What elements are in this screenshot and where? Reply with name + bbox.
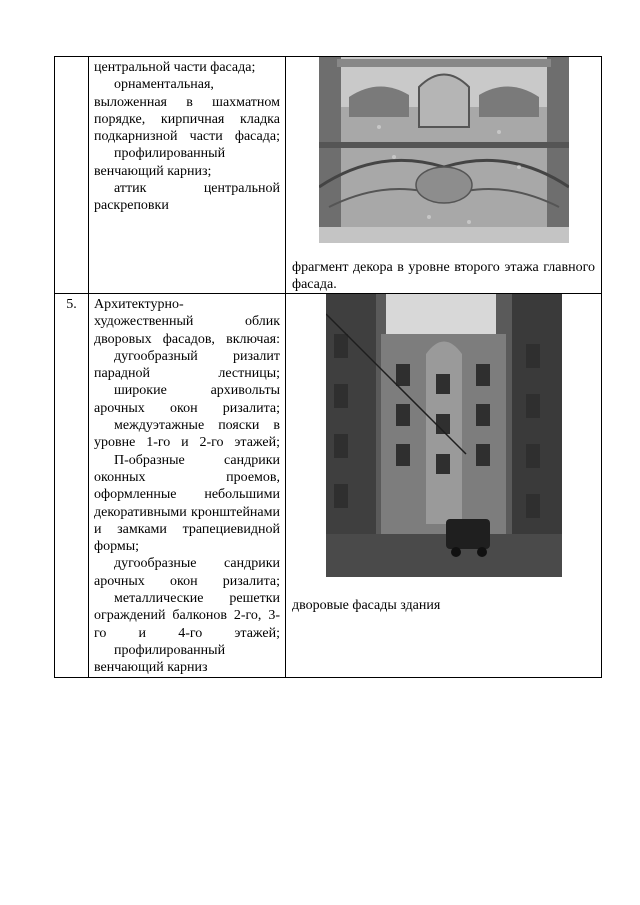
monument-features-table [54, 56, 602, 678]
table-row [55, 294, 602, 678]
row-number: 5. [55, 294, 89, 678]
table-row [55, 57, 602, 294]
facade-decor-photo-icon [319, 57, 569, 243]
photo-caption: дворовые фасады здания [292, 598, 441, 613]
row-photo-cell [286, 57, 602, 294]
description-line: профилированный венчающий карниз; [94, 146, 226, 179]
photo-caption: фрагмент декора в уровне второго этажа главного фасада. [292, 260, 595, 292]
description-line: дугообразный ризалит парадной лестницы; [94, 348, 280, 382]
row-description [89, 57, 286, 294]
description-line: аттик центральной раскреповки [94, 181, 280, 214]
description-line: П-образные сандрики оконных проемов, оформленные небольшими декоративными кронштейнами и замками трапециевидной формы; [94, 452, 280, 555]
description-line: широкие архивольты арочных окон ризалита; [94, 383, 280, 416]
row-description [89, 294, 286, 678]
description-line: дугообразные сандрики арочных окон ризалита; [94, 556, 280, 589]
description-line: центральной части фасада; [94, 60, 256, 75]
description-line: Архитектурно-художественный облик дворовых фасадов, включая: [94, 297, 280, 347]
description-line: металлические решетки ограждений балконов 2-го, 3-го и 4-го этажей; [94, 591, 280, 641]
courtyard-facade-photo-icon [326, 294, 562, 577]
description-line: орнаментальная, выложенная в шахматном порядке, кирпичная кладка подкарнизной части фасада; [94, 77, 280, 145]
description-line: профилированный венчающий карниз [94, 642, 226, 676]
description-line: междуэтажные пояски в уровне 1-го и 2-го этажей; [94, 418, 280, 451]
row-number [55, 57, 89, 294]
row-photo-cell [286, 294, 602, 678]
